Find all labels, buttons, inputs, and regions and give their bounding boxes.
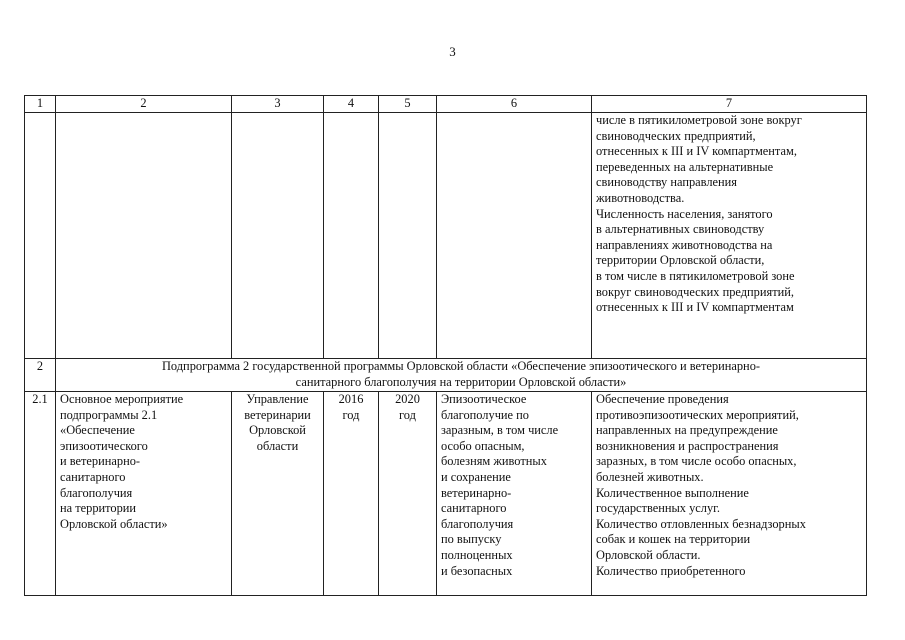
expected-result-line: и безопасных xyxy=(441,563,513,578)
indicator-line: государственных услуг. xyxy=(596,501,720,516)
cont-cell-5 xyxy=(379,113,437,359)
expected-result-line: особо опасным, xyxy=(441,438,525,453)
subprogram-number: 2 xyxy=(25,359,56,392)
indicator-line: Количественное выполнение xyxy=(596,485,749,500)
indicator-line: Орловской области. xyxy=(596,547,701,562)
measure-row-2-1 xyxy=(25,392,867,596)
cont-cell-6 xyxy=(437,113,592,359)
cont-line: Численность населения, занятого xyxy=(596,206,773,221)
measure-name-line: подпрограммы 2.1 xyxy=(60,407,158,422)
header-cell-6: 6 xyxy=(437,96,592,113)
cont-line: отнесенных к III и IV компартментам, xyxy=(596,144,797,159)
end-year-cell xyxy=(379,392,437,596)
page-number: 3 xyxy=(449,44,456,59)
header-cell-1: 1 xyxy=(25,96,56,113)
cont-cell-2 xyxy=(56,113,232,359)
indicator-line: Обеспечение проведения xyxy=(596,392,729,406)
cont-cell-3 xyxy=(232,113,324,359)
start-year-cell xyxy=(324,392,379,596)
indicator-line: противоэпизоотических мероприятий, xyxy=(596,407,799,422)
subprogram-title-line: Подпрограмма 2 государственной программы Орловской области «Обеспечение эпизоотического и ветеринарно- xyxy=(161,359,761,373)
expected-result-line: болезням животных xyxy=(441,454,547,469)
executor-line: Управление xyxy=(246,392,309,406)
expected-result-cell xyxy=(437,392,592,596)
measure-name-cell xyxy=(56,392,232,596)
measure-name-line: на территории xyxy=(60,501,137,516)
end-year-line: год xyxy=(399,407,416,422)
start-year-line: год xyxy=(342,407,360,422)
program-table xyxy=(24,95,867,596)
indicator-line: Количество приобретенного xyxy=(596,563,746,578)
header-cell-4: 4 xyxy=(324,96,379,113)
expected-result-line: Эпизоотическое xyxy=(441,392,527,406)
indicator-line: собак и кошек на территории xyxy=(596,532,751,547)
indicator-line: заразных, в том числе особо опасных, xyxy=(596,454,797,469)
continuation-row xyxy=(25,113,867,359)
header-cell-2: 2 xyxy=(56,96,232,113)
measure-name-line: Основное мероприятие xyxy=(60,392,184,406)
measure-name-line: санитарного xyxy=(60,469,126,484)
header-cell-5: 5 xyxy=(379,96,437,113)
end-year-line: 2020 xyxy=(395,392,420,406)
cont-line: направлениях животноводства на xyxy=(596,237,773,252)
table-header-row xyxy=(25,96,867,113)
header-cell-3: 3 xyxy=(232,96,324,113)
start-year-line: 2016 xyxy=(338,392,364,406)
indicator-line: возникновения и распространения xyxy=(596,438,779,453)
cont-line: свиноводческих предприятий, xyxy=(596,128,756,143)
executor-cell xyxy=(232,392,324,596)
measure-name-line: «Обеспечение xyxy=(60,423,135,438)
cont-line: территории Орловской области, xyxy=(596,253,765,268)
header-cell-7: 7 xyxy=(592,96,867,113)
expected-result-line: ветеринарно- xyxy=(441,485,512,500)
expected-result-line: полноценных xyxy=(441,547,513,562)
measure-name-line: эпизоотического xyxy=(60,438,148,453)
indicator-line: болезней животных. xyxy=(596,469,704,484)
subprogram-title-line: санитарного благополучия на территории Орловской области» xyxy=(295,374,627,389)
expected-result-line: по выпуску xyxy=(441,532,502,547)
cont-cell-4 xyxy=(324,113,379,359)
measure-name-line: и ветеринарно- xyxy=(60,454,141,469)
executor-line: области xyxy=(256,438,299,453)
measure-name-line: Орловской области» xyxy=(60,516,168,531)
cont-cell-1 xyxy=(25,113,56,359)
measure-number: 2.1 xyxy=(25,392,56,596)
cont-line: числе в пятикилометровой зоне вокруг xyxy=(596,113,802,127)
cont-line: вокруг свиноводческих предприятий, xyxy=(596,284,794,299)
cont-line: свиноводству направления xyxy=(596,175,737,190)
expected-result-line: заразным, в том числе xyxy=(441,423,559,438)
indicator-line: Количество отловленных безнадзорных xyxy=(596,516,806,531)
cont-line: в альтернативных свиноводству xyxy=(596,222,765,237)
expected-result-line: благополучия xyxy=(441,516,514,531)
expected-result-line: и сохранение xyxy=(441,469,511,484)
expected-result-line: благополучие по xyxy=(441,407,529,422)
cont-line: в том числе в пятикилометровой зоне xyxy=(596,268,795,283)
cont-line: животноводства. xyxy=(596,190,685,205)
cont-line: отнесенных к III и IV компартментам xyxy=(596,300,794,315)
cont-line: переведенных на альтернативные xyxy=(596,159,774,174)
cont-cell-7 xyxy=(592,113,867,359)
executor-line: Орловской xyxy=(249,423,306,438)
subprogram-title xyxy=(56,359,867,392)
subprogram-row xyxy=(25,359,867,392)
executor-line: ветеринарии xyxy=(244,407,311,422)
measure-name-line: благополучия xyxy=(60,485,133,500)
indicators-cell xyxy=(592,392,867,596)
expected-result-line: санитарного xyxy=(441,501,507,516)
indicator-line: направленных на предупреждение xyxy=(596,423,778,438)
